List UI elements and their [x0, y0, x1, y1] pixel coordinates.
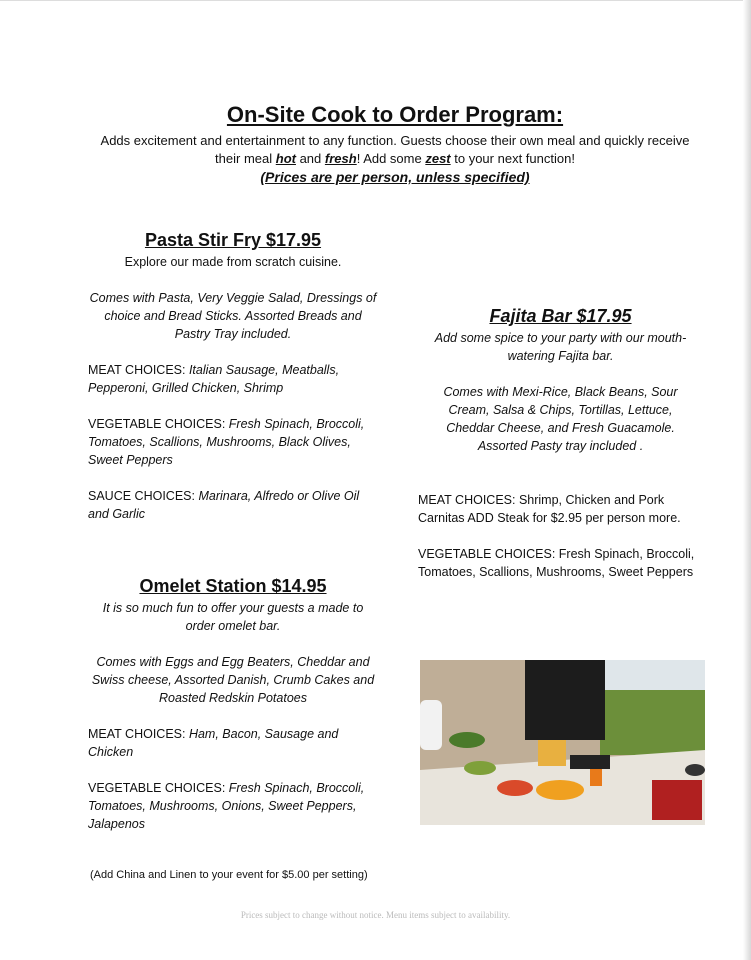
- omelet-title: Omelet Station $14.95: [139, 576, 327, 596]
- pasta-section: [88, 230, 378, 523]
- pasta-sauce: SAUCE CHOICES: Marinara, Alfredo or Olive Oil and Garlic: [88, 489, 360, 521]
- omelet-veg: VEGETABLE CHOICES: Fresh Spinach, Broccoli, Tomatoes, Mushrooms, Onions, Sweet Peppers, Jalapenos: [88, 781, 365, 831]
- page-title: On-Site Cook to Order Program:: [226, 102, 564, 127]
- omelet-section: [88, 576, 378, 833]
- omelet-subtitle: It is so much fun to offer your guests a made to order omelet bar.: [102, 601, 364, 633]
- pasta-veg: VEGETABLE CHOICES: Fresh Spinach, Broccoli, Tomatoes, Scallions, Mushrooms, Black Olives, Sweet Peppers: [88, 417, 365, 467]
- intro-line-2: their meal hot and fresh! Add some zest to your next function!: [215, 151, 575, 166]
- fajita-section: [418, 306, 703, 581]
- omelet-includes: Comes with Eggs and Egg Beaters, Cheddar and Swiss cheese, Assorted Danish, Crumb Cakes and Roasted Redskin Potatoes: [91, 655, 375, 705]
- omelet-meat: MEAT CHOICES: Ham, Bacon, Sausage and Chicken: [88, 727, 339, 759]
- cooking-station-image: [420, 660, 705, 825]
- fajita-includes: Comes with Mexi-Rice, Black Beans, Sour Cream, Salsa & Chips, Tortillas, Lettuce, Cheddar Cheese, and Fresh Guacamole. Assorted Pasty tray included .: [443, 385, 678, 453]
- fajita-meat: MEAT CHOICES: Shrimp, Chicken and Pork Carnitas ADD Steak for $2.95 per person more.: [418, 493, 681, 525]
- prices-note: (Prices are per person, unless specified): [260, 169, 530, 185]
- pasta-subtitle: Explore our made from scratch cuisine.: [124, 255, 342, 269]
- pasta-meat: MEAT CHOICES: Italian Sausage, Meatballs, Pepperoni, Grilled Chicken, Shrimp: [88, 363, 340, 395]
- intro-line-1: Adds excitement and entertainment to any function. Guests choose their own meal and quickly receive: [100, 133, 690, 148]
- footer-disclaimer: Prices subject to change without notice. Menu items subject to availability.: [240, 910, 511, 920]
- china-linen-note: (Add China and Linen to your event for $5.00 per setting): [90, 869, 368, 881]
- page-top-border: [0, 0, 751, 1]
- cooking-station-photo: [420, 660, 705, 825]
- fajita-title: Fajita Bar $17.95: [489, 306, 632, 326]
- page-header: [0, 102, 751, 186]
- pasta-title: Pasta Stir Fry $17.95: [144, 230, 322, 250]
- fajita-subtitle: Add some spice to your party with our mouth-watering Fajita bar.: [434, 331, 687, 363]
- pasta-includes: Comes with Pasta, Very Veggie Salad, Dressings of choice and Bread Sticks. Assorted Breads and Pastry Tray included.: [89, 291, 377, 341]
- fajita-veg: VEGETABLE CHOICES: Fresh Spinach, Broccoli, Tomatoes, Scallions, Mushrooms, Sweet Peppers: [418, 547, 695, 579]
